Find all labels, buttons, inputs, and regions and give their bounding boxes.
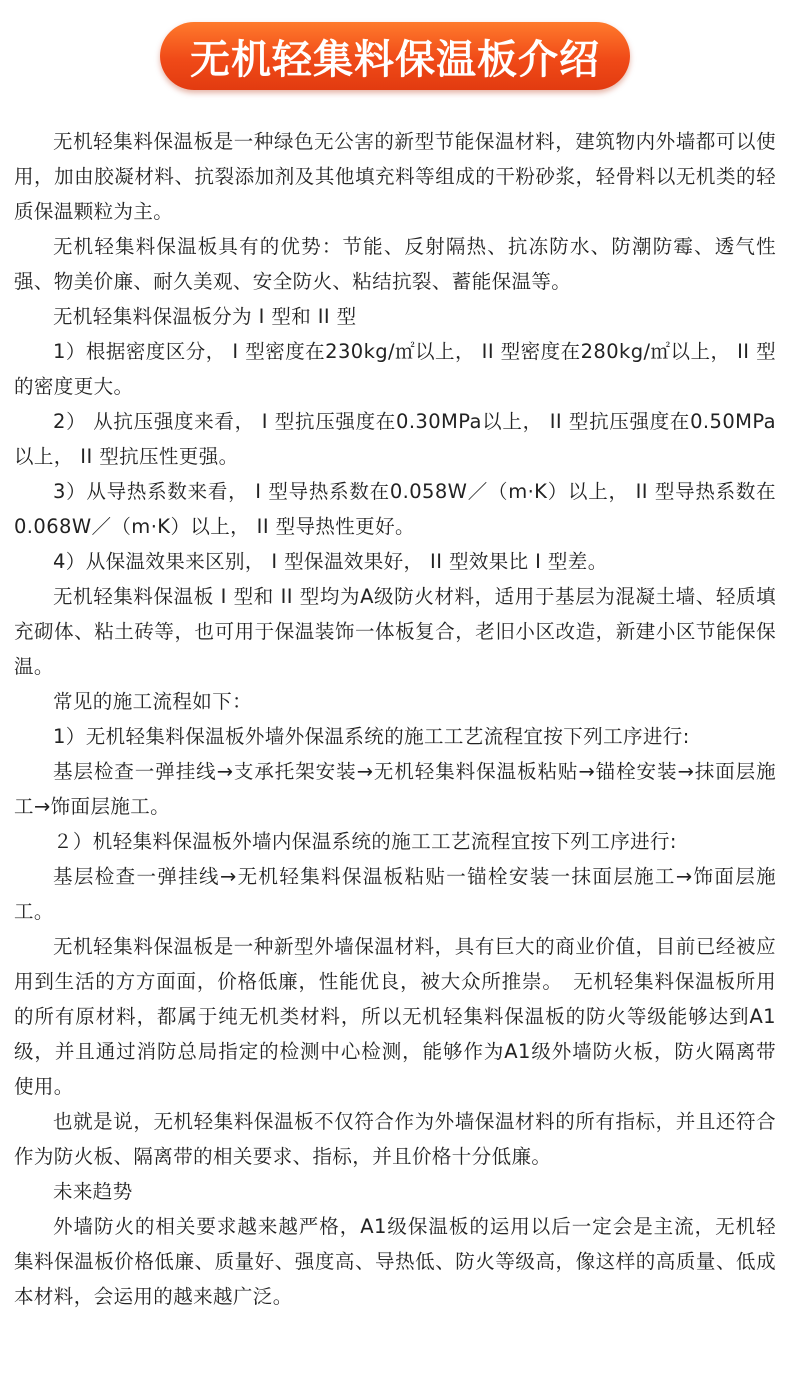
paragraph-commercial-value: 无机轻集料保温板是一种新型外墙保温材料，具有巨大的商业价值，目前已经被应用到生活的方方面面，价格低廉，性能优良，被大众所推崇。 无机轻集料保温板所用的所有原材料，都属于纯无机类材料，所以无机轻集料保温板的防火等级能够达到A1级，并且通过消防总局指定的检测中心检测，能够作为A1级外墙防火板，防火隔离带使用。: [14, 935, 776, 1098]
paragraph-internal-process-steps: 基层检查一弹挂线→无机轻集料保温板粘贴一锚栓安装一抹面层施工→饰面层施工。: [14, 865, 776, 923]
paragraph-types: 无机轻集料保温板分为 I 型和 II 型: [53, 305, 357, 328]
paragraph-future-heading: 未来趋势: [53, 1180, 133, 1203]
paragraph-insulation-effect: 4）从保温效果来区别， I 型保温效果好， II 型效果比 I 型差。: [53, 550, 608, 573]
paragraph-external-process-steps: 基层检查一弹挂线→支承托架安装→无机轻集料保温板粘贴→锚栓安装→抹面层施工→饰面层施工。: [14, 760, 776, 818]
paragraph-advantages: 无机轻集料保温板具有的优势：节能、反射隔热、抗冻防水、防潮防霉、透气性强、物美价廉、耐久美观、安全防火、粘结抗裂、蓄能保温等。: [14, 235, 776, 293]
paragraph-intro: 无机轻集料保温板是一种绿色无公害的新型节能保温材料，建筑物内外墙都可以使用，加由胶凝材料、抗裂添加剂及其他填充料等组成的干粉砂浆，轻骨料以无机类的轻质保温颗粒为主。: [14, 130, 776, 223]
paragraph-future-trend: 外墙防火的相关要求越来越严格，A1级保温板的运用以后一定会是主流，无机轻集料保温板价格低廉、质量好、强度高、导热低、防火等级高，像这样的高质量、低成本材料，会运用的越来越广泛。: [14, 1215, 776, 1308]
paragraph-internal-process-title: ２）机轻集料保温板外墙内保温系统的施工工艺流程宜按下列工序进行:: [53, 830, 677, 853]
title-banner: [0, 22, 790, 94]
paragraph-compressive-strength: 2） 从抗压强度来看， I 型抗压强度在0.30MPa以上， II 型抗压强度在0.50MPa以上， II 型抗压性更强。: [14, 410, 776, 468]
paragraph-density: 1）根据密度区分， I 型密度在230kg/㎡以上， II 型密度在280kg/㎡以上， II 型的密度更大。: [14, 340, 776, 398]
paragraph-thermal-conductivity: 3）从导热系数来看， I 型导热系数在0.058W／（m·K）以上， II 型导热系数在0.068W／（m·K）以上， II 型导热性更好。: [14, 480, 776, 538]
article-body: [14, 124, 776, 1314]
paragraph-summary: 也就是说，无机轻集料保温板不仅符合作为外墙保温材料的所有指标，并且还符合作为防火板、隔离带的相关要求、指标，并且价格十分低廉。: [14, 1110, 776, 1168]
title-pill: [160, 22, 630, 90]
paragraph-fire-rating: 无机轻集料保温板 I 型和 II 型均为A级防火材料，适用于基层为混凝土墙、轻质填充砌体、粘土砖等，也可用于保温装饰一体板复合，老旧小区改造，新建小区节能保保温。: [14, 585, 776, 678]
paragraph-external-process-title: 1）无机轻集料保温板外墙外保温系统的施工工艺流程宜按下列工序进行:: [53, 725, 690, 748]
paragraph-process-heading: 常见的施工流程如下：: [53, 690, 253, 713]
page-title: 无机轻集料保温板介绍: [190, 36, 600, 83]
